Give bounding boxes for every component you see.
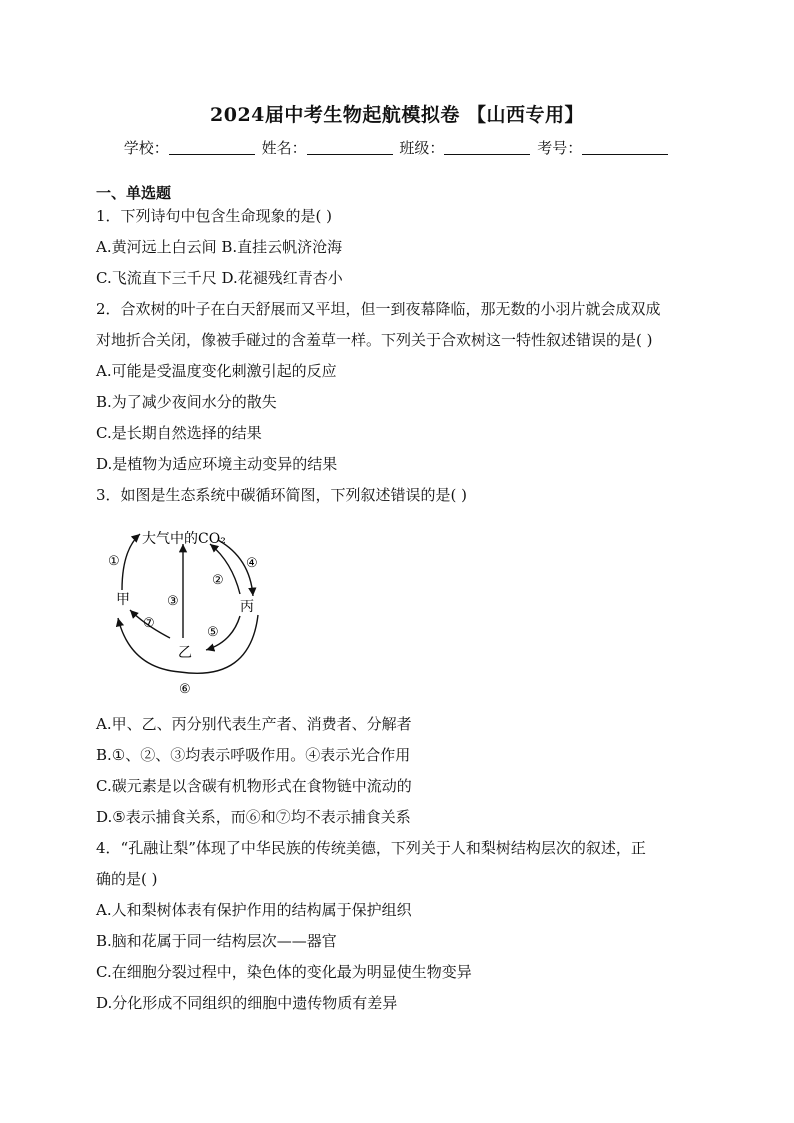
class-blank [444,140,530,155]
node-yi: 乙 [178,645,192,661]
label-7: ⑦ [143,616,155,631]
q3-option-d: D.⑤表示捕食关系，而⑥和⑦均不表示捕食关系 [96,808,411,826]
label-3: ③ [167,594,179,609]
school-blank [169,140,255,155]
q3-option-c: C.碳元素是以含碳有机物形式在食物链中流动的 [96,777,412,795]
class-label: 班级： [399,139,445,157]
q4-stem-line1: 4．“孔融让梨”体现了中华民族的传统美德，下列关于人和梨树结构层次的叙述，正 [96,839,646,857]
exam-number-blank [582,140,668,155]
label-2: ② [212,573,224,588]
q1-options-cd: C.飞流直下三千尺 D.花褪残红青杏小 [96,269,343,287]
label-1: ① [108,554,120,569]
q2-option-c: C.是长期自然选择的结果 [96,424,262,442]
label-5: ⑤ [207,625,219,640]
q4-option-a: A.人和梨树体表有保护作用的结构属于保护组织 [96,901,412,919]
q3-option-b: B.①、②、③均表示呼吸作用。④表示光合作用 [96,746,411,764]
section-heading: 一、单选题 [96,184,172,202]
q4-option-d: D.分化形成不同组织的细胞中遗传物质有差异 [96,994,398,1012]
carbon-cycle-diagram [100,520,280,705]
name-blank [307,140,393,155]
node-atmosphere-co2: 大气中的CO₂ [142,531,226,547]
student-info-line [0,137,794,158]
q1-options-ab: A.黄河远上白云间 B.直挂云帆济沧海 [96,238,343,256]
q1-stem: 1．下列诗句中包含生命现象的是( ) [96,207,333,225]
exam-number-label: 考号： [537,139,583,157]
exam-title: 2024届中考生物起航模拟卷 【山西专用】 [210,104,584,126]
q3-stem: 3．如图是生态系统中碳循环简图，下列叙述错误的是( ) [96,486,468,504]
q2-stem-line2: 对地折合关闭，像被手碰过的含羞草一样。下列关于合欢树这一特性叙述错误的是( ) [96,331,653,349]
q2-stem-line1: 2．合欢树的叶子在白天舒展而又平坦，但一到夜幕降临，那无数的小羽片就会成双成 [96,300,661,318]
q4-option-b: B.脑和花属于同一结构层次——器官 [96,932,337,950]
q2-option-a: A.可能是受温度变化刺激引起的反应 [96,362,337,380]
q4-option-c: C.在细胞分裂过程中，染色体的变化最为明显使生物变异 [96,963,472,981]
name-label: 姓名： [261,139,307,157]
label-6: ⑥ [179,682,191,697]
node-bing: 丙 [240,599,254,615]
q4-stem-line2: 确的是( ) [96,870,158,888]
q2-option-d: D.是植物为适应环境主动变异的结果 [96,455,338,473]
q2-option-b: B.为了减少夜间水分的散失 [96,393,277,411]
label-4: ④ [246,556,258,571]
node-jia: 甲 [116,592,130,608]
q3-option-a: A.甲、乙、丙分别代表生产者、消费者、分解者 [96,715,412,733]
school-label: 学校： [123,139,169,157]
arrow-1 [122,534,140,590]
